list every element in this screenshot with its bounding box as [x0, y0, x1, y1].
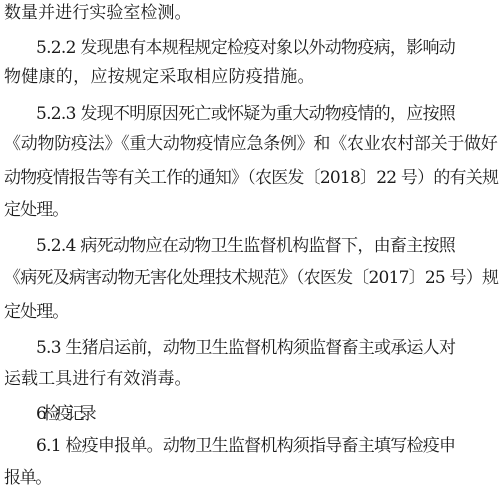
text-line: 《动物防疫法》《重大动物疫情应急条例》和《农业农村部关于做好	[4, 134, 498, 154]
clause-5-3: 5.3 生猪启运前，动物卫生监督机构须监督畜主或承运人对	[36, 338, 456, 358]
text-line: 运载工具进行有效消毒。	[4, 369, 192, 389]
text-line: 物健康的，应按规定采取相应防疫措施。	[4, 67, 315, 87]
text-line: 定处理。	[4, 302, 69, 322]
text-line: 数量并进行实验室检测。	[4, 3, 192, 23]
clause-5-2-3: 5.2.3 发现不明原因死亡或怀疑为重大动物疫情的，应按照	[36, 104, 456, 124]
clause-5-2-4: 5.2.4 病死动物应在动物卫生监督机构监督下，由畜主按照	[36, 236, 456, 256]
clause-5-2-2: 5.2.2 发现患有本规程规定检疫对象以外动物疫病，影响动	[36, 38, 456, 58]
text-line: 《病死及病害动物无害化处理技术规范》（农医发〔2017〕25 号）规	[4, 268, 499, 288]
text-line: 动物疫情报告等有关工作的通知》（农医发〔2018〕22 号）的有关规	[4, 168, 499, 188]
section-heading-6: 6. 检疫记录	[36, 404, 92, 424]
text-line: 报单。	[4, 468, 51, 488]
text-line: 定处理。	[4, 200, 69, 220]
clause-6-1: 6.1 检疫申报单。动物卫生监督机构须指导畜主填写检疫申	[36, 436, 456, 456]
